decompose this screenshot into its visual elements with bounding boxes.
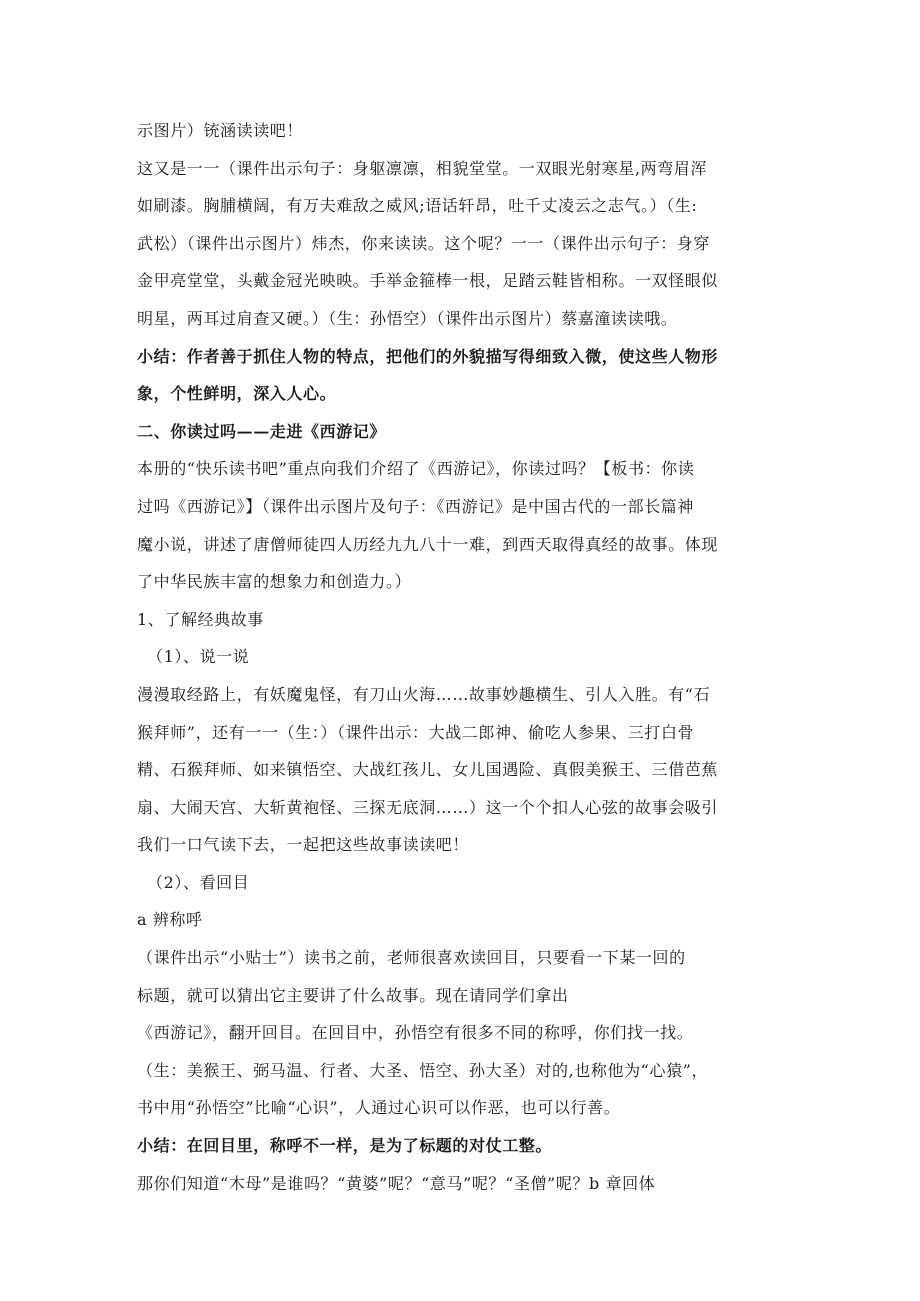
- paragraph-line: 扇、大闹天宫、大斩黄袍怪、三探无底洞……）这一个个扣人心弦的故事会吸引: [137, 797, 719, 817]
- paragraph-line: 我们一口气读下去，一起把这些故事读读吧！: [137, 835, 470, 855]
- paragraph-line: 这又是一一（课件出示句子：身躯凛凛，相貌堂堂。一双眼光射寒星,两弯眉浑: [137, 158, 708, 178]
- paragraph-line: 本册的“快乐读书吧”重点向我们介绍了《西游记》，你读过吗？【板书：你读: [137, 459, 695, 479]
- section-heading: 二、你读过吗——走进《西游记》: [137, 421, 387, 441]
- summary-line: 象，个性鲜明，深入人心。: [137, 384, 337, 404]
- paragraph-line: 《西游记》，翻开回目。在回目中，孙悟空有很多不同的称呼，你们找一找。: [137, 1023, 694, 1043]
- paragraph-line: 书中用“孙悟空”比喻“心识”，人通过心识可以作恶，也可以行善。: [137, 1098, 621, 1118]
- paragraph-line: 猴拜师”，还有一一（生：）（课件出示：大战二郎神、偷吃人参果、三打白骨: [137, 722, 695, 742]
- paragraph-line: 明星，两耳过肩查又硬。）（生：孙悟空）（课件出示图片）蔡嘉潼读读哦。: [137, 308, 678, 328]
- summary-line: 小结：作者善于抓住人物的特点，把他们的外貌描写得细致入微，使这些人物形: [137, 346, 719, 366]
- summary-line: 小结：在回目里，称呼不一样，是为了标题的对仗工整。: [137, 1136, 553, 1156]
- paragraph-line: 示图片）铳涵读读吧！: [137, 121, 304, 140]
- paragraph-line: （课件出示“小贴士”）读书之前，老师很喜欢读回目，只要看一下某一回的: [137, 948, 686, 968]
- paragraph-line: 魔小说，讲述了唐僧师徒四人历经九九八十一难，到西天取得真经的故事。体现: [137, 534, 719, 554]
- paragraph-line: 漫漫取经路上，有妖魔鬼怪，有刀山火海……故事妙趣横生、引人入胜。有“石: [137, 684, 711, 704]
- paragraph-line: 标题，就可以猜出它主要讲了什么故事。现在请同学们拿出: [137, 985, 569, 1005]
- paragraph-line: 金甲亮堂堂，头戴金冠光映映。手举金箍棒一根，足踏云鞋皆相称。一双怪眼似: [137, 271, 719, 291]
- subsection-item: （1）、说一说: [147, 647, 250, 667]
- list-item-label: a 辨称呼: [137, 910, 203, 930]
- paragraph-line: 那你们知道“木母”是谁吗？“黄婆”呢？“意马”呢？“圣僧”呢？b 章回体: [137, 1173, 656, 1193]
- subsection-heading: 1、了解经典故事: [137, 609, 264, 629]
- subsection-item: （2）、看回目: [147, 872, 250, 892]
- paragraph-line: 了中华民族丰富的想象力和创造力。）: [137, 572, 412, 592]
- paragraph-line: 精、石猴拜师、如来镇悟空、大战红孩儿、女儿国遇险、真假美猴王、三借芭蕉: [137, 760, 719, 780]
- document-body: [137, 112, 787, 1202]
- paragraph-line: 如刷漆。胸脯横阔，有万夫难敌之威风;语话轩昂，吐千丈凌云之志气。）（生:: [137, 196, 698, 216]
- paragraph-line: （生：美猴王、弼马温、行者、大圣、悟空、孙大圣）对的,也称他为“心猿”，: [137, 1060, 709, 1080]
- paragraph-line: 武松）（课件出示图片）炜杰，你来读读。这个呢？一一（课件出示句子：身穿: [137, 233, 711, 253]
- paragraph-line: 过吗《西游记》】（课件出示图片及句子：《西游记》是中国古代的一部长篇神: [137, 496, 695, 516]
